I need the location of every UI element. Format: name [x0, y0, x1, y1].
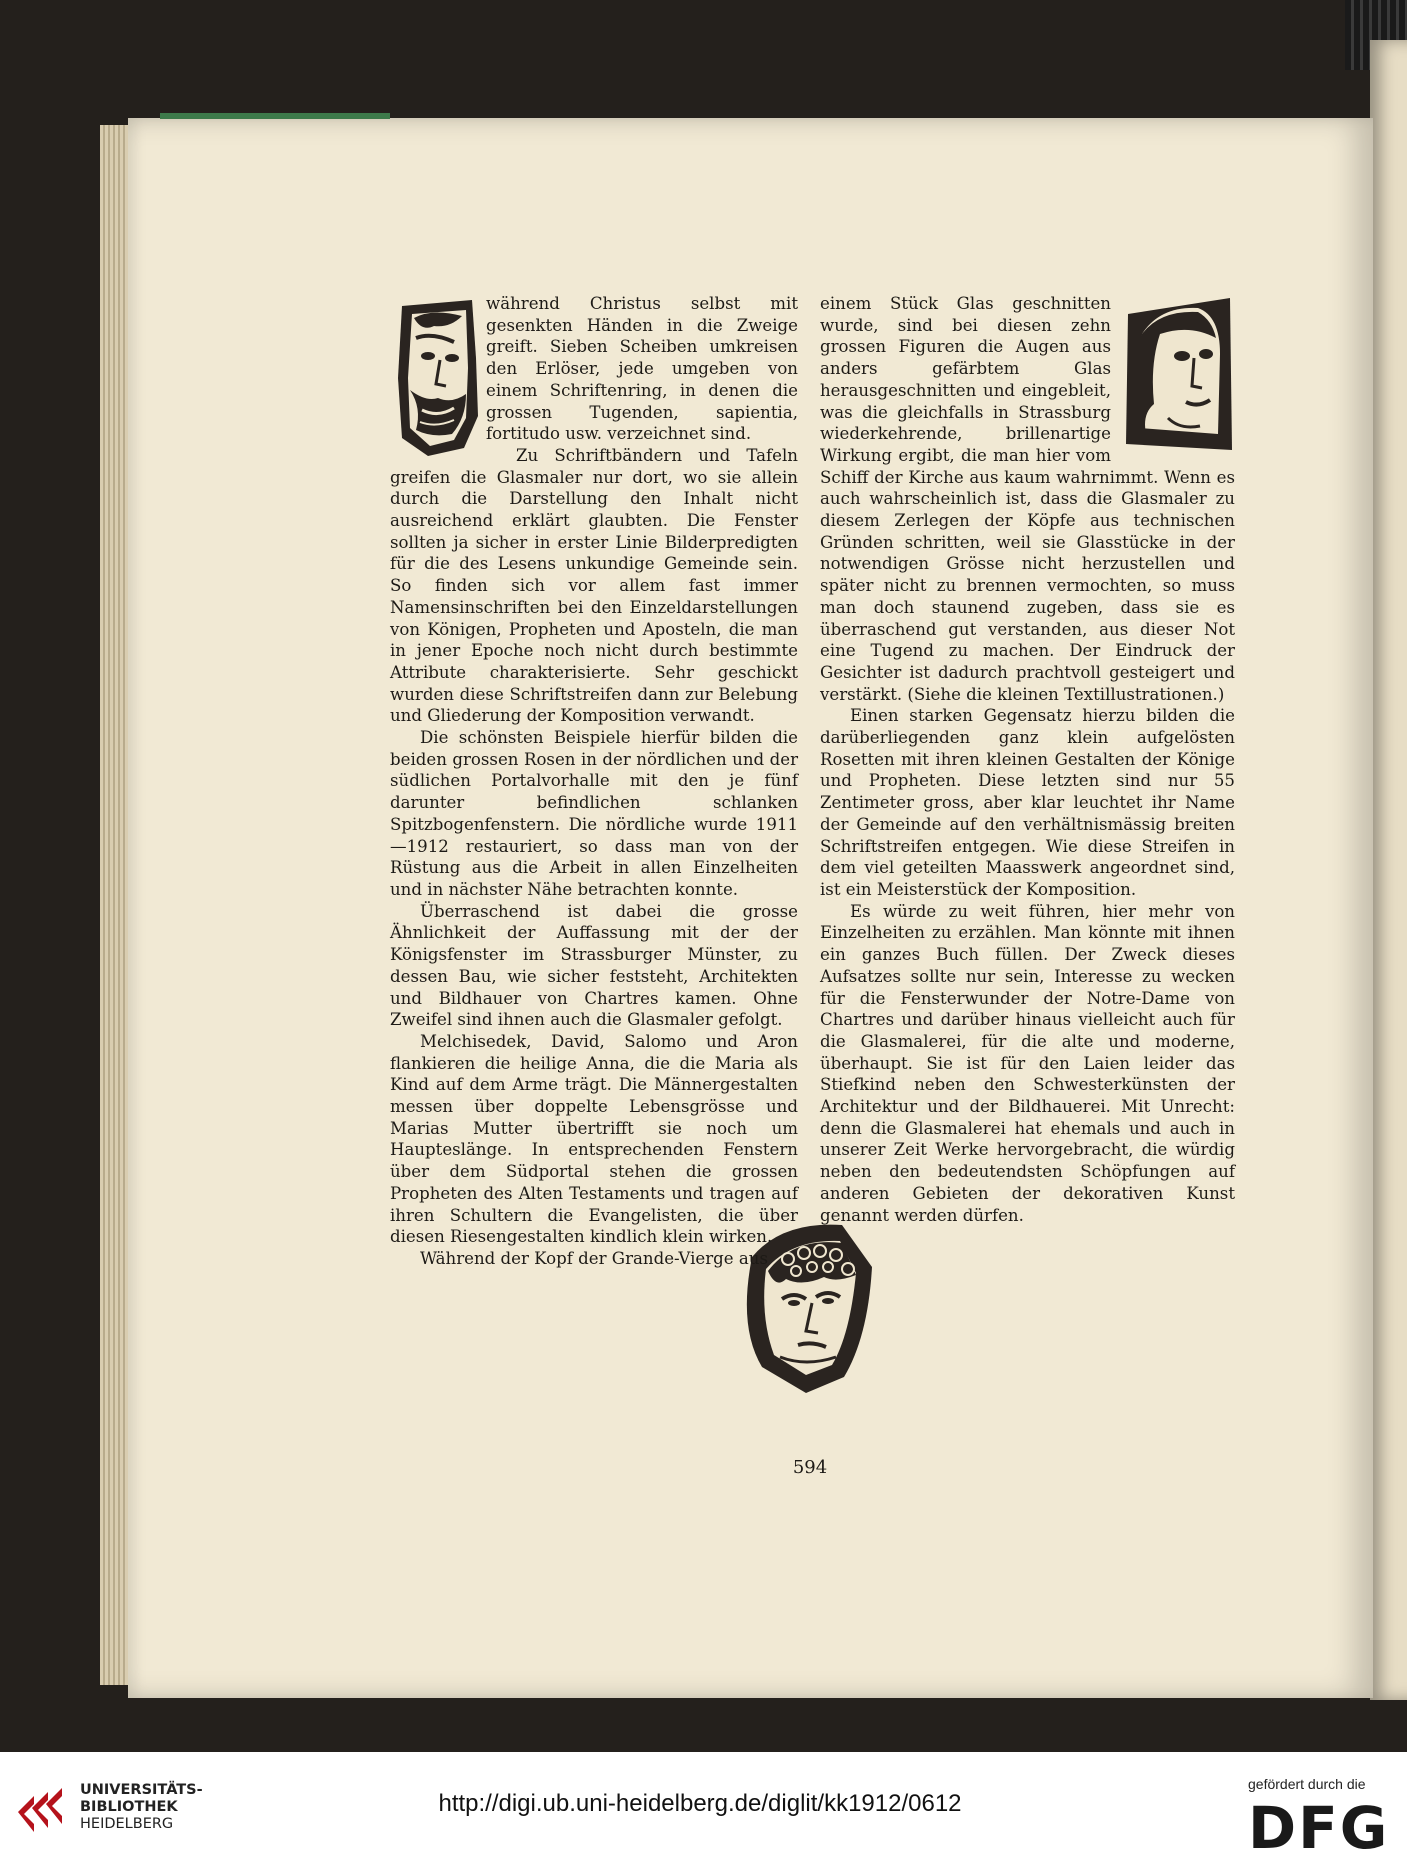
viewer-footer: [0, 1752, 1407, 1870]
funder-caption: gefördert durch die: [1248, 1776, 1366, 1792]
paragraph: Überraschend ist dabei die grosse Ähnlichkeit der Auffassung mit der der Königsfenster im Strassburger Münster, zu dessen Bau, wie sicher feststeht, Architekten und Bildhauer von Chartres kamen. Ohne Zweifel sind ihnen auch die Glasmaler gefolgt.: [390, 901, 798, 1030]
paragraph: einem Stück Glas geschnitten wurde, sind bei diesen zehn grossen Figuren die Augen aus anders gefärbtem Glas herausgeschnitten und eingebleit, was die gleichfalls in Strassburg wiederkehrende, brillenartige Wirkung ergibt, die man hier vom Schiff der Kirche aus kaum wahrnimmt. Wenn es auch wahrscheinlich ist, dass die Glasmaler zu diesem Zerlegen der Köpfe aus technischen Gründen schritten, weil sie Glasstücke in der notwendigen Grösse nicht herzustellen und später nicht zu brennen vermochten, so muss man doch staunend zugeben, dass sie es überraschend gut verstanden, aus dieser Not eine Tugend zu machen. Der Eindruck der Gesichter ist dadurch prachtvoll gesteigert und verstärkt. (Siehe die kleinen Textillustrationen.): [820, 294, 1235, 704]
page-number: 594: [792, 1457, 828, 1478]
figure-wrap-space: [390, 293, 486, 459]
right-text-column: [820, 293, 1235, 1226]
library-name-line: UNIVERSITÄTS-: [80, 1782, 203, 1798]
paragraph: Melchisedek, David, Salomo und Aron flankieren die heilige Anna, die die Maria als Kind auf dem Arme trägt. Die Männergestalten messen über doppelte Lebensgrösse und Marias Mutter übertrifft sie noch um Haupteslänge. In entsprechenden Fenstern über dem Südportal stehen die grossen Propheten des Alten Testaments und tragen auf ihren Schultern die Evangelisten, die über diesen Riesengestalten kindlich klein wirken.: [390, 1031, 798, 1247]
library-name[interactable]: [80, 1782, 203, 1833]
paragraph: während Christus selbst mit gesenkten Händen in die Zweige greift. Sieben Scheiben umkreisen den Erlöser, jede umgeben von einem Schriftenring, in denen die grossen Tugenden, sapientia, fortitudo usw. verzeichnet sind.: [486, 294, 798, 444]
green-ribbon-edge: [160, 113, 390, 119]
paragraph: Die schönsten Beispiele hierfür bilden die beiden grossen Rosen in der nördlichen und der südlichen Portalvorhalle mit den je fünf darunter befindlichen schlanken Spitzbogenfenstern. Die nördliche wurde 1911—1912 restauriert, so dass man von der Rüstung aus die Arbeit in allen Einzelheiten und in nächster Nähe betrachten konnte.: [390, 728, 798, 899]
university-library-logo-icon[interactable]: [14, 1778, 70, 1842]
permalink-url[interactable]: http://digi.ub.uni-heidelberg.de/diglit/kk1912/0612: [438, 1790, 962, 1817]
figure-wrap-space: [1111, 293, 1235, 455]
paragraph: Es würde zu weit führen, hier mehr von Einzelheiten zu erzählen. Man könnte mit ihnen ein ganzes Buch füllen. Der Zweck dieses Aufsatzes sollte nur sein, Interesse zu wecken für die Fensterwunder der Notre-Dame von Chartres und darüber hinaus vielleicht auch für die Glasmalerei, für die alte und moderne, überhaupt. Sie ist für den Laien leider das Stiefkind neben den Schwesterkünsten der Architektur und der Bildhauerei. Mit Unrecht: denn die Glasmalerei hat ehemals und auch in unserer Zeit Werke hervorgebracht, die würdig neben den bedeutendsten Schöpfungen auf anderen Gebieten der dekorativen Kunst genannt werden dürfen.: [820, 901, 1235, 1225]
library-name-line: BIBLIOTHEK: [80, 1799, 178, 1815]
paragraph: Zu Schriftbändern und Tafeln greifen die Glasmaler nur dort, wo sie allein durch die Darstellung den Inhalt nicht ausreichend erklärt glaubten. Die Fenster sollten ja sicher in erster Linie Bilderpredigten für die des Lesens unkundige Gemeinde sein. So finden sich vor allem fast immer Namensinschriften bei den Einzeldarstellungen von Königen, Propheten und Aposteln, die man in jener Epoche noch nicht durch bestimmte Attribute charakterisierte. Sehr geschickt wurden diese Schriftstreifen dann zur Belebung und Gliederung der Komposition verwandt.: [390, 445, 798, 726]
left-text-column: [390, 293, 798, 1270]
paragraph: Während der Kopf der Grande-Vierge aus: [420, 1248, 768, 1268]
dfg-logo[interactable]: DFG: [1248, 1794, 1390, 1862]
facing-page-edge: [1370, 40, 1407, 1700]
library-name-line: HEIDELBERG: [80, 1816, 174, 1832]
paragraph: Einen starken Gegensatz hierzu bilden die darüberliegenden ganz klein aufgelösten Rosetten mit ihren kleinen Gestalten der Könige und Propheten. Diese letzten sind nur 55 Zentimeter gross, aber klar leuchtet ihr Name der Gemeinde auf den verhältnismässig breiten Schriftstreifen entgegen. Wie diese Streifen in dem viel geteilten Maasswerk angeordnet sind, ist ein Meisterstück der Komposition.: [820, 706, 1235, 899]
